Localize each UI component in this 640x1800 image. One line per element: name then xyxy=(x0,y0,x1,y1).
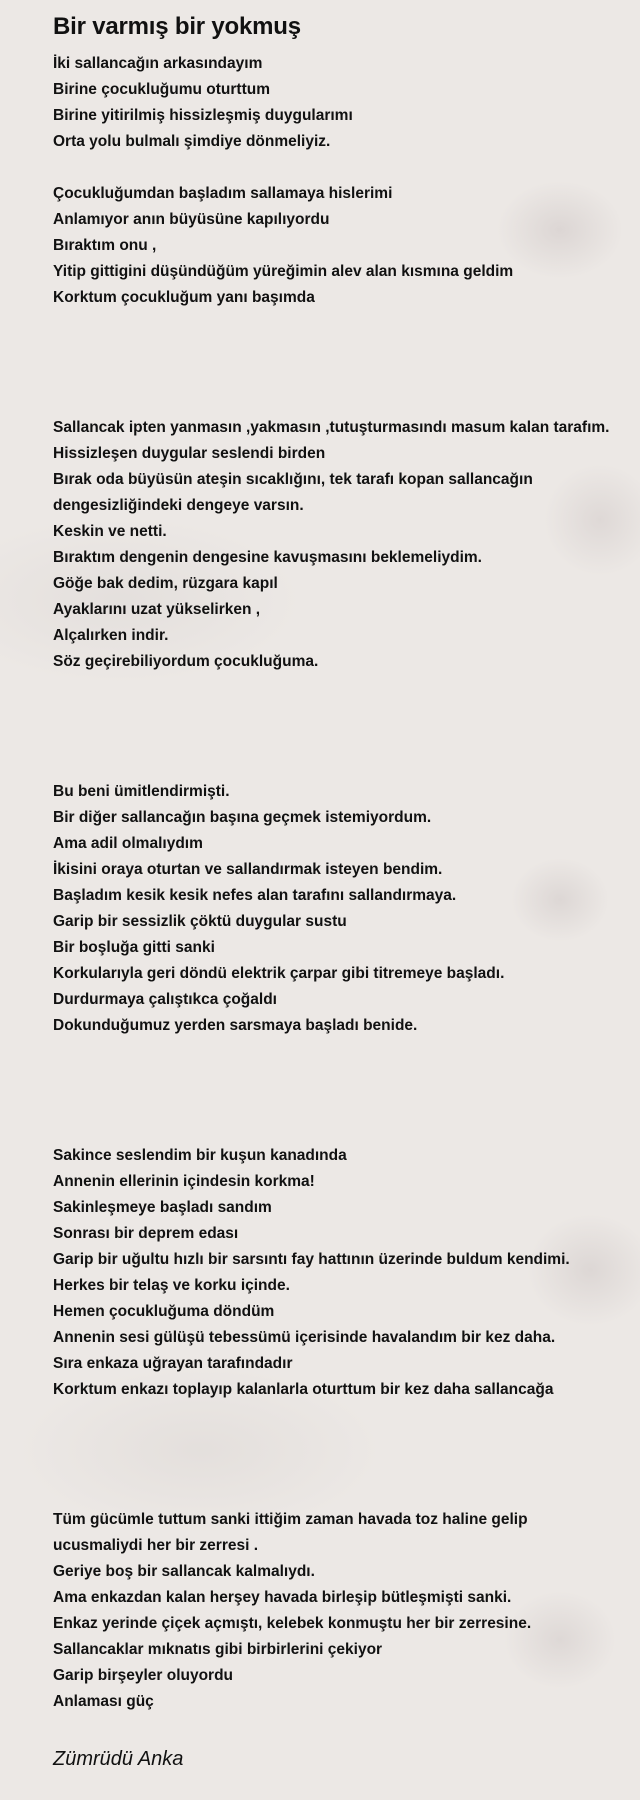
poem-line: Sakince seslendim bir kuşun kanadında xyxy=(53,1147,347,1164)
stanza-spacer xyxy=(53,155,640,181)
poem-line: Geriye boş bir sallancak kalmalıydı. xyxy=(53,1563,315,1580)
poem-line: Sallancak ipten yanmasın ,yakmasın ,tutuşturmasındı masum kalan tarafım. xyxy=(53,419,610,436)
poem-line: Annenin ellerinin içindesin korkma! xyxy=(53,1173,315,1190)
poem-line: Korkularıyla geri döndü elektrik çarpar gibi titremeye başladı. xyxy=(53,965,505,982)
poem-line: Bu beni ümitlendirmişti. xyxy=(53,783,230,800)
poem-line: Sıra enkaza uğrayan tarafındadır xyxy=(53,1355,293,1372)
stanza-3 xyxy=(53,415,640,675)
poem-line: Herkes bir telaş ve korku içinde. xyxy=(53,1277,290,1294)
poem-line: Enkaz yerinde çiçek açmıştı, kelebek konmuştu her bir zerresine. xyxy=(53,1615,532,1632)
poem-line: Dokunduğumuz yerden sarsmaya başladı benide. xyxy=(53,1017,418,1034)
poem-line: İkisini oraya oturtan ve sallandırmak isteyen bendim. xyxy=(53,861,443,878)
poem-title: Bir varmış bir yokmuş xyxy=(53,13,301,40)
stanza-spacer xyxy=(53,1403,640,1507)
poem-line: Orta yolu bulmalı şimdiye dönmeliyiz. xyxy=(53,133,331,150)
poem-line: İki sallancağın arkasındayım xyxy=(53,55,263,72)
poem-line: Çocukluğumdan başladım sallamaya hislerimi xyxy=(53,185,393,202)
poem-line: Durdurmaya çalıştıkca çoğaldı xyxy=(53,991,277,1008)
poem-line: Keskin ve netti. xyxy=(53,523,167,540)
poem-line: Hissizleşen duygular seslendi birden xyxy=(53,445,326,462)
poem-line: Göğe bak dedim, rüzgara kapıl xyxy=(53,575,278,592)
poem-line: Garip birşeyler oluyordu xyxy=(53,1667,234,1684)
poem-line: Annenin sesi gülüşü tebessümü içerisinde havalandım bir kez daha. xyxy=(53,1329,556,1346)
poem-author: Zümrüdü Anka xyxy=(53,1748,184,1770)
poem-line: dengesizliğindeki dengeye varsın. xyxy=(53,497,304,514)
stanza-4 xyxy=(53,779,640,1039)
stanza-2 xyxy=(53,181,640,311)
poem-line: Garip bir uğultu hızlı bir sarsıntı fay hattının üzerinde buldum kendimi. xyxy=(53,1251,570,1268)
poem-line: Birine çocukluğumu oturttum xyxy=(53,81,270,98)
poem-line: Bir boşluğa gitti sanki xyxy=(53,939,215,956)
stanza-spacer xyxy=(53,311,640,415)
poem-line: Hemen çocukluğuma döndüm xyxy=(53,1303,275,1320)
poem-line: Ama adil olmalıydım xyxy=(53,835,203,852)
stanza-1 xyxy=(53,51,640,155)
poem-line: Birine yitirilmiş hissizleşmiş duygularımı xyxy=(53,107,353,124)
poem-line: Bir diğer sallancağın başına geçmek istemiyordum. xyxy=(53,809,432,826)
stanza-spacer xyxy=(53,675,640,779)
poem-line: Korktum çocukluğum yanı başımda xyxy=(53,289,315,306)
stanza-6 xyxy=(53,1507,640,1715)
poem-line: Başladım kesik kesik nefes alan tarafını sallandırmaya. xyxy=(53,887,457,904)
poem-line: ucusmaliydi her bir zerresi . xyxy=(53,1537,259,1554)
poem-line: Ayaklarını uzat yükselirken , xyxy=(53,601,261,618)
poem-line: Yitip gittigini düşündüğüm yüreğimin alev alan kısmına geldim xyxy=(53,263,514,280)
poem-line: Garip bir sessizlik çöktü duygular sustu xyxy=(53,913,347,930)
poem-line: Anlaması güç xyxy=(53,1693,154,1710)
poem-line: Sallancaklar mıknatıs gibi birbirlerini çekiyor xyxy=(53,1641,383,1658)
poem-line: Bıraktım onu , xyxy=(53,237,157,254)
stanza-spacer xyxy=(53,1039,640,1143)
poem-line: Ama enkazdan kalan herşey havada birleşip bütleşmişti sanki. xyxy=(53,1589,512,1606)
poem-line: Anlamıyor anın büyüsüne kapılıyordu xyxy=(53,211,330,228)
poem-line: Söz geçirebiliyordum çocukluğuma. xyxy=(53,653,319,670)
stanza-5 xyxy=(53,1143,640,1403)
poem-line: Bıraktım dengenin dengesine kavuşmasını beklemeliydim. xyxy=(53,549,482,566)
poem-container xyxy=(53,12,640,1773)
poem-line: Sakinleşmeye başladı sandım xyxy=(53,1199,272,1216)
poem-line: Tüm gücümle tuttum sanki ittiğim zaman havada toz haline gelip xyxy=(53,1511,528,1528)
poem-line: Sonrası bir deprem edası xyxy=(53,1225,239,1242)
poem-line: Bırak oda büyüsün ateşin sıcaklığını, tek tarafı kopan sallancağın xyxy=(53,471,533,488)
poem-line: Alçalırken indir. xyxy=(53,627,169,644)
poem-line: Korktum enkazı toplayıp kalanlarla oturttum bir kez daha sallancağa xyxy=(53,1381,554,1398)
